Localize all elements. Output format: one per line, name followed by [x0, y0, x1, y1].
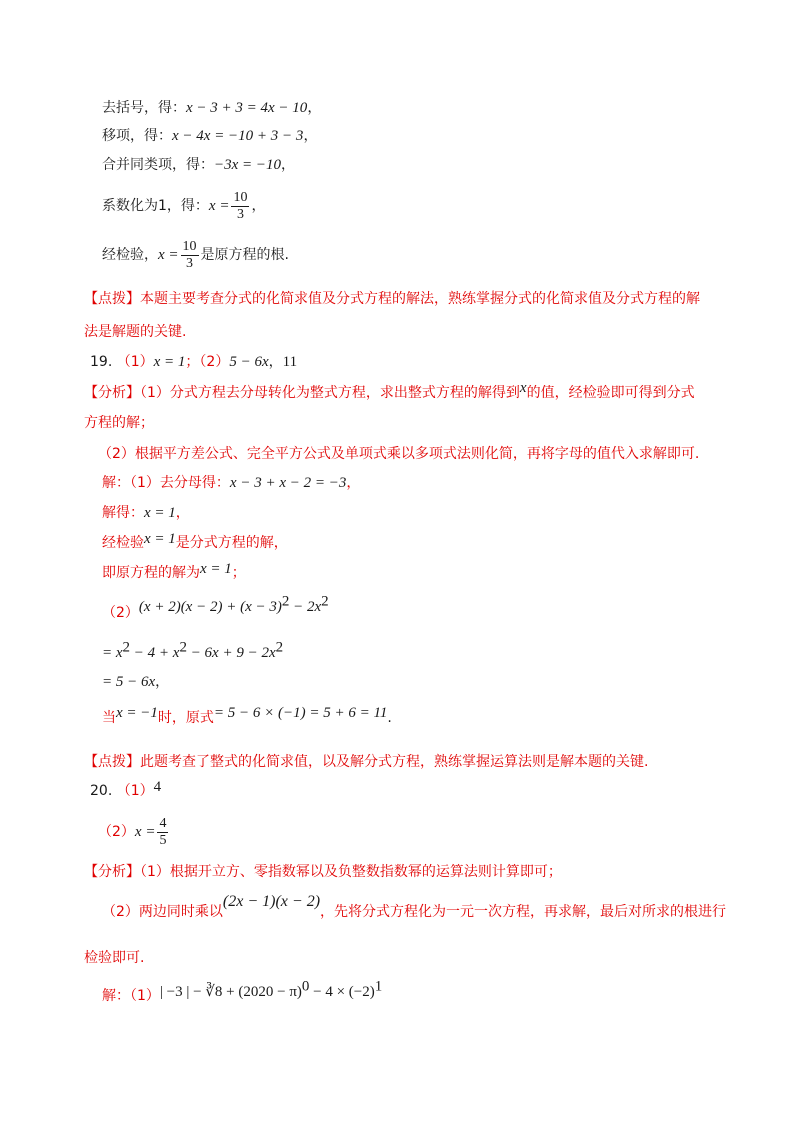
- solution-text: 当: [102, 710, 116, 726]
- analysis-tag: 【分析】: [84, 864, 140, 880]
- analysis-text: 方程的解；: [84, 415, 154, 431]
- analysis-text: （2）两边同时乘以: [102, 904, 223, 920]
- q19-analysis-1: [84, 380, 695, 403]
- answer-2: 5 − 6x: [229, 354, 269, 370]
- punct: .: [387, 710, 392, 726]
- q19-answer: [90, 352, 297, 372]
- q20-solution-1: [102, 978, 383, 1004]
- solution-label: 解：（1）去分母得：: [102, 475, 230, 491]
- expression: − 6x + 9 − 2x: [186, 645, 276, 661]
- equation-lhs: x =: [134, 824, 156, 840]
- step-check: [102, 237, 289, 273]
- q19-step2: [102, 672, 169, 692]
- denominator: 3: [186, 255, 194, 271]
- punct: ，: [268, 354, 283, 370]
- exponent: 2: [122, 639, 131, 656]
- step-label: 经检验，: [102, 247, 158, 263]
- q19-analysis-2: [98, 444, 699, 464]
- expression: (2x − 1)(x − 2): [222, 893, 321, 910]
- analysis-text: （2）根据平方差公式、完全平方公式及单项式乘以多项式法则化简，再将字母的值代入求解即可.: [98, 446, 700, 462]
- calculation: = 5 − 6 × (−1) = 5 + 6 = 11: [213, 705, 388, 721]
- equation: x − 3 + x − 2 = −3: [229, 475, 347, 491]
- analysis-tag: 【分析】: [84, 385, 140, 401]
- equation-lhs: x =: [208, 198, 230, 214]
- expression: − 2x: [289, 599, 322, 615]
- step-combine: [102, 155, 295, 175]
- expression: (x + 2)(x − 2) + (x − 3): [138, 599, 282, 615]
- denominator: 5: [159, 832, 167, 848]
- step-label: 系数化为1，得：: [102, 198, 209, 214]
- fraction: [181, 239, 199, 272]
- q19-solution-1: [102, 473, 360, 493]
- q19-conclusion: [102, 563, 246, 583]
- step-label: 去括号，得：: [102, 100, 186, 116]
- exponent: 1: [374, 978, 383, 995]
- solution-text: 经检验: [102, 535, 144, 551]
- q19-analysis-1-cont: [84, 413, 154, 433]
- expression: − 4 × (−2): [309, 984, 375, 1000]
- q19-substitute: [102, 705, 392, 728]
- fraction: [157, 816, 168, 849]
- q20-analysis-1: [84, 862, 562, 882]
- answer-1: 4: [153, 779, 162, 795]
- q20-analysis-2: [102, 893, 727, 922]
- analysis-text: 的值，经检验即可得到分式: [526, 385, 695, 401]
- comment-19: [84, 752, 648, 772]
- comment-text: 法是解题的关键.: [84, 324, 187, 340]
- comment-18-line2: [84, 322, 186, 342]
- punct: ，: [281, 157, 296, 173]
- numerator: 10: [182, 238, 197, 254]
- equation: −3x = −10: [214, 157, 282, 173]
- step-label: 合并同类项，得：: [102, 157, 214, 173]
- equation: x = 1: [200, 561, 232, 577]
- denominator: 3: [236, 206, 244, 222]
- comment-text: 此题考查了整式的化简求值，以及解分式方程，熟练掌握运算法则是解本题的关键.: [140, 754, 649, 770]
- step-coefficient: [102, 188, 265, 224]
- part-label: （2）: [98, 824, 135, 840]
- q19-check: [102, 533, 288, 553]
- q19-step1: [102, 639, 284, 663]
- comment-tag: 【点拨】: [84, 291, 140, 307]
- expression: = 5 − 6x: [102, 674, 156, 690]
- q20-answer-2: [98, 814, 170, 850]
- variable: x: [519, 380, 527, 396]
- solution-text: 时，原式: [157, 710, 214, 726]
- punct: ，: [307, 100, 322, 116]
- equation: x = 1: [144, 505, 176, 521]
- q19-part2-expression: [102, 593, 329, 621]
- question-number: 20.: [90, 783, 113, 799]
- numerator: 10: [233, 189, 248, 205]
- q19-solved: [102, 503, 190, 523]
- solution-text: 即原方程的解为: [102, 565, 200, 581]
- part-label: （1）: [116, 354, 154, 370]
- separator: ；（2）: [185, 354, 230, 370]
- step-remove-brackets: [102, 98, 321, 118]
- comment-tag: 【点拨】: [84, 754, 140, 770]
- part-label: （2）: [102, 605, 139, 621]
- answer-1: x = 1: [153, 354, 186, 370]
- analysis-text: 检验即可.: [84, 950, 145, 966]
- equation: x − 4x = −10 + 3 − 3: [172, 128, 304, 144]
- solution-label: 解：（1）: [102, 988, 160, 1004]
- exponent: 2: [281, 593, 290, 610]
- analysis-text: （1）分式方程去分母转化为整式方程，求出整式方程的解得到: [140, 385, 520, 401]
- step-label: 移项，得：: [102, 128, 172, 144]
- solution-text: 是分式方程的解，: [175, 535, 288, 551]
- step-transpose: [102, 126, 317, 146]
- equation: x − 3 + 3 = 4x − 10: [186, 100, 308, 116]
- comment-18-line1: [84, 289, 700, 309]
- exponent: 0: [301, 978, 310, 995]
- exponent: 2: [321, 593, 329, 610]
- question-number: 19.: [90, 354, 113, 370]
- expression: | −3 | − ∛8 + (2020 − π): [159, 984, 302, 1000]
- equation-lhs: x =: [158, 247, 179, 263]
- punct: ，: [175, 505, 190, 521]
- fraction: [231, 190, 249, 223]
- q20-answer-1: [90, 781, 161, 801]
- part-label: （1）: [116, 783, 154, 799]
- analysis-text: （1）根据开立方、零指数幂以及负整数指数幂的运算法则计算即可；: [140, 864, 562, 880]
- answer-3: 11: [282, 354, 298, 370]
- expression: = x: [102, 645, 123, 661]
- equation: x = −1: [116, 705, 158, 721]
- q20-analysis-2-cont: [84, 948, 144, 968]
- solution-label: 解得：: [102, 505, 144, 521]
- exponent: 2: [275, 639, 284, 656]
- equation: x = 1: [144, 531, 176, 547]
- step-text: 是原方程的根.: [200, 247, 289, 263]
- punct: ，: [346, 475, 361, 491]
- numerator: 4: [159, 815, 167, 831]
- punct: ，: [251, 198, 266, 214]
- punct: ；: [231, 565, 246, 581]
- expression: − 4 + x: [130, 645, 180, 661]
- punct: ，: [303, 128, 318, 144]
- punct: ，: [155, 674, 170, 690]
- exponent: 2: [179, 639, 187, 656]
- comment-text: 本题主要考查分式的化简求值及分式方程的解法，熟练掌握分式的化简求值及分式方程的解: [140, 291, 700, 307]
- analysis-text: ，先将分式方程化为一元一次方程，再求解，最后对所求的根进行: [320, 904, 727, 920]
